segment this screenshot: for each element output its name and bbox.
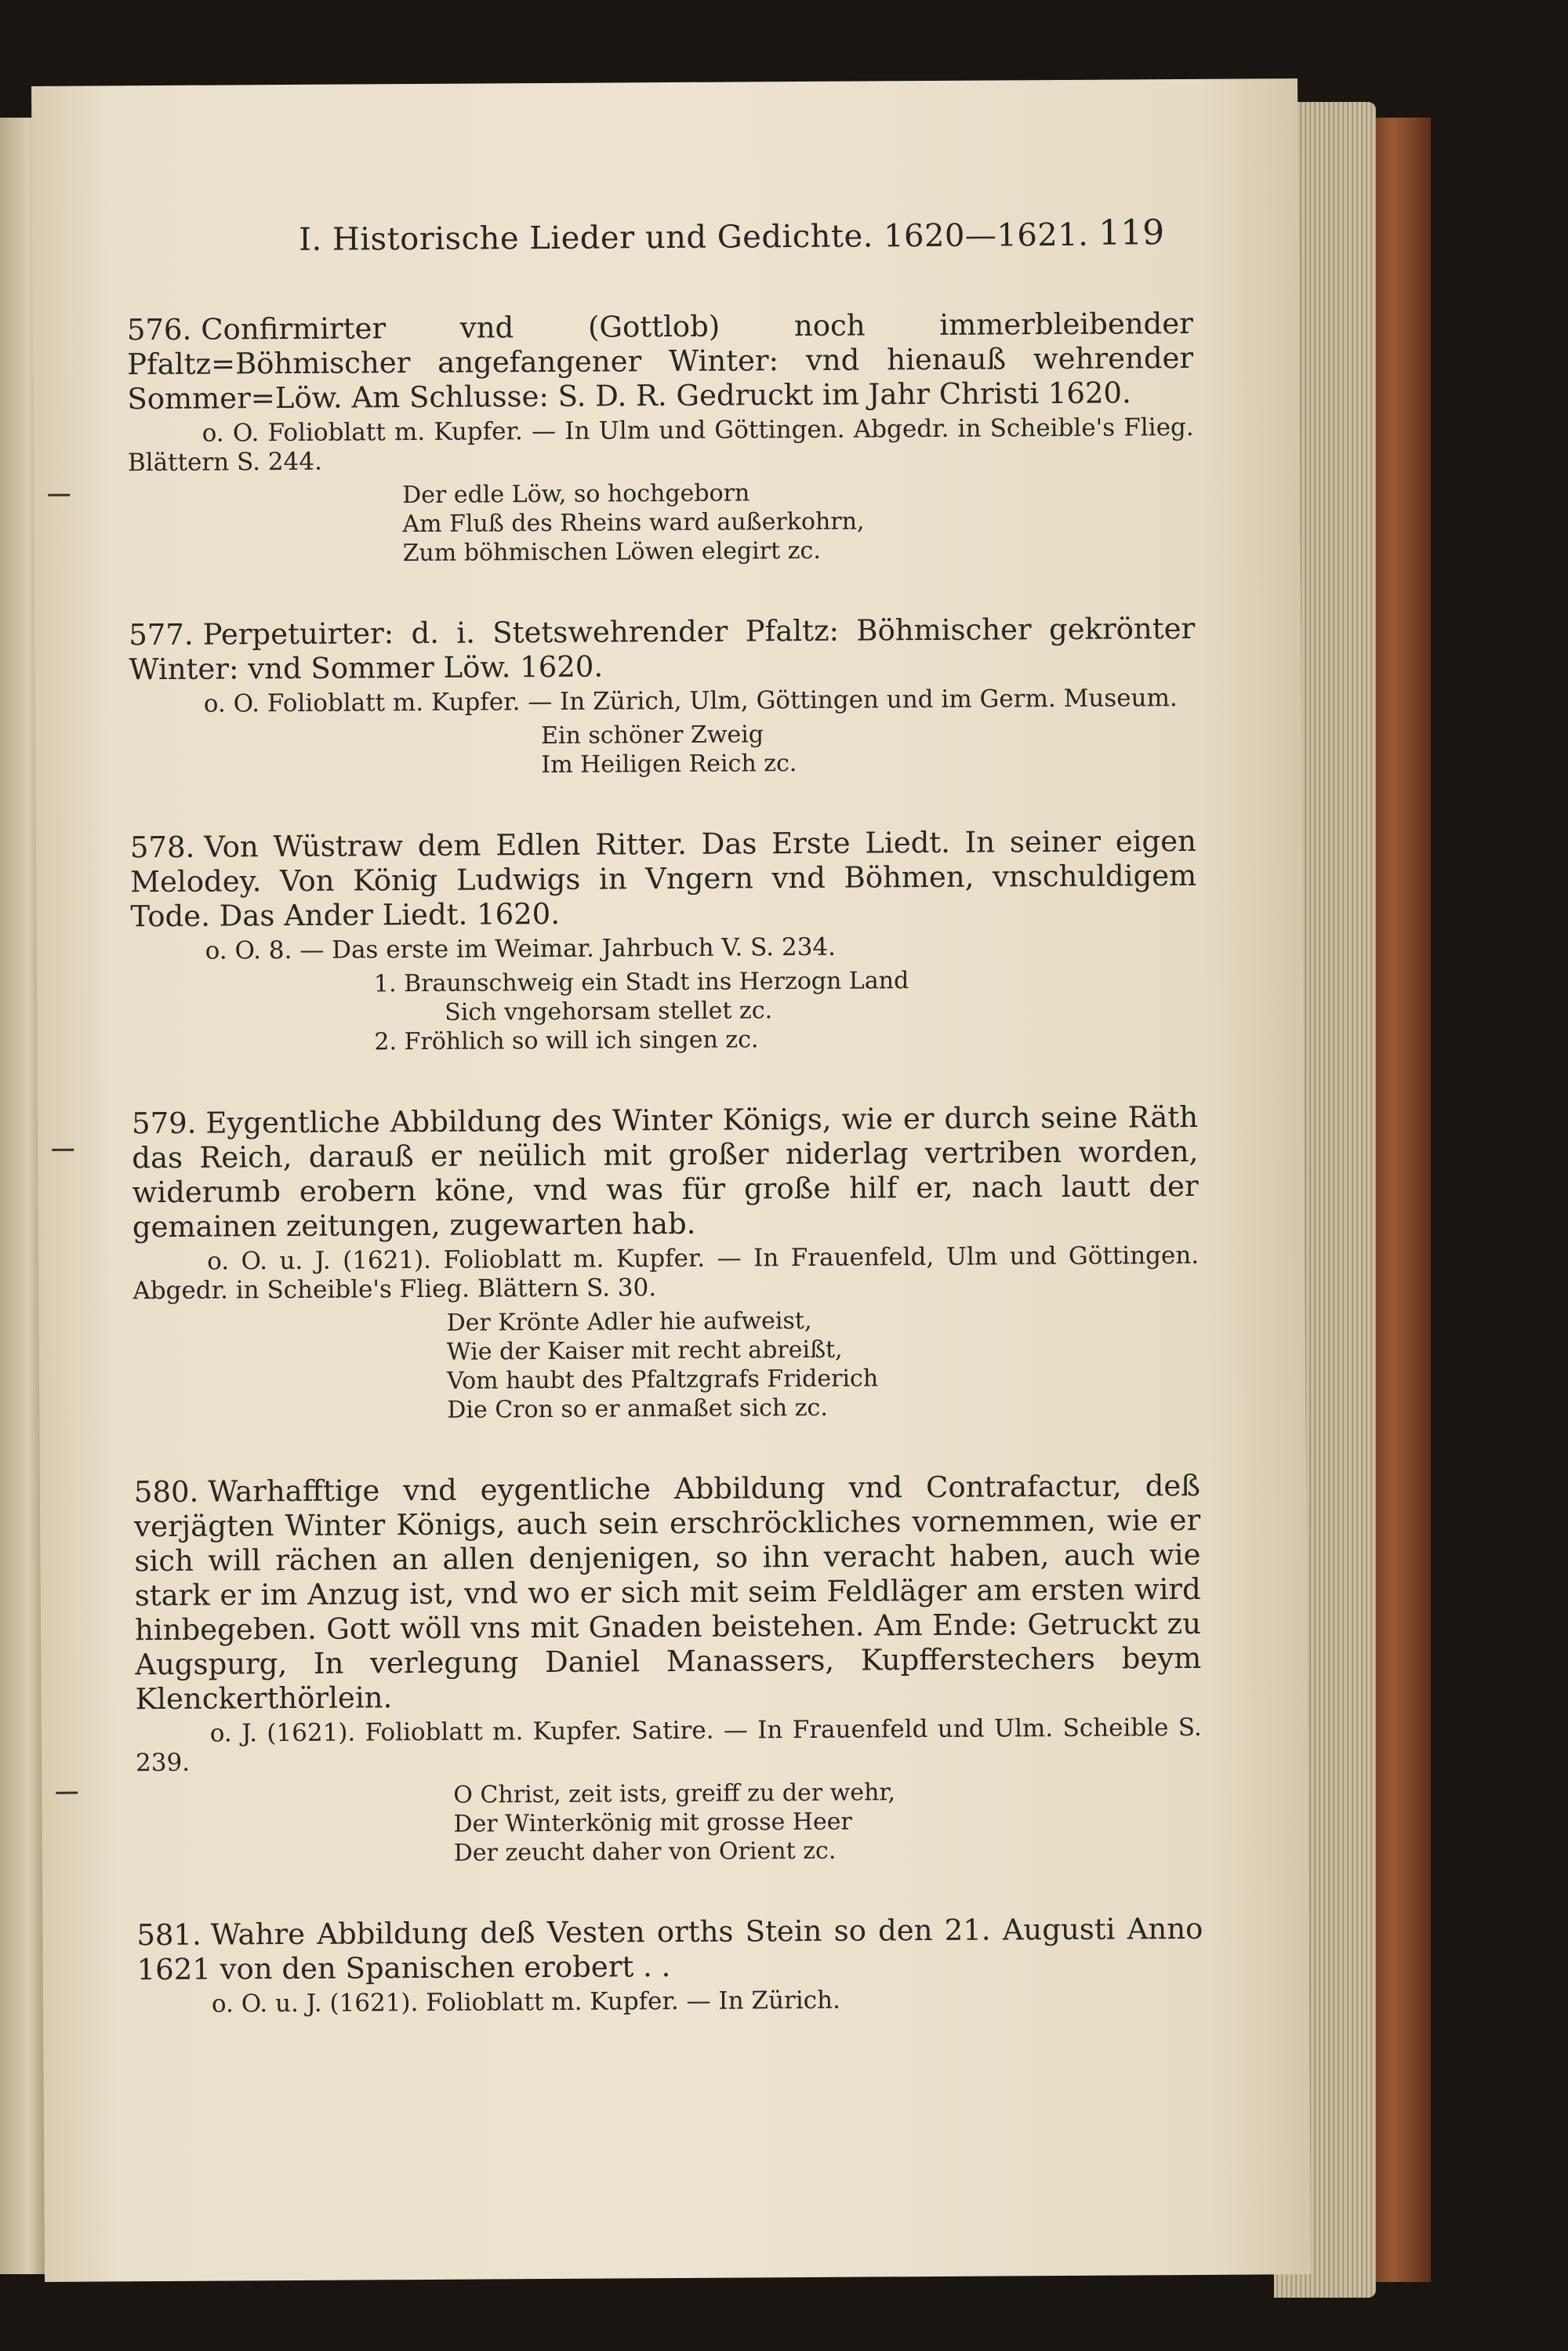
entry-581 bbox=[136, 1912, 1203, 2019]
verse-line: Ein schöner Zweig bbox=[540, 721, 764, 750]
verse-line: Am Fluß des Rheins ward außerkohrn, bbox=[402, 507, 865, 539]
running-head: I. Historische Lieder und Gedichte. 1620—1621. bbox=[299, 216, 1089, 258]
entries-list bbox=[127, 307, 1204, 2068]
book-cover-edge bbox=[1368, 118, 1431, 2282]
verse-line: Der edle Löw, so hochgeborn bbox=[402, 479, 750, 510]
verse-line: Im Heiligen Reich zc. bbox=[541, 750, 797, 779]
verse-line: Zum böhmischen Löwen elegirt zc. bbox=[402, 536, 821, 568]
entry-title: Perpetuirter: d. i. Stetswehrender Pfaltz: Böhmischer gekrönter Winter: vnd Sommer Löw. 1620. bbox=[129, 611, 1196, 687]
entry-577 bbox=[129, 612, 1196, 782]
verse-line: Vom haubt des Pfaltzgrafs Friderich bbox=[446, 1364, 879, 1395]
page-number: 119 bbox=[1098, 213, 1165, 253]
entry-title: Confirmirter vnd (Gottlob) noch immerbleibender Pfaltz=Böhmischer angefangener Winter: vnd hienauß wehrender Sommer=Löw. Am Schlusse: S. D. R. Gedruckt im Jahr Christi 1620. bbox=[127, 306, 1194, 416]
margin-mark bbox=[48, 494, 70, 496]
entry-number: 577. bbox=[129, 617, 194, 652]
verse-line: 1. Braunschweig ein Stadt ins Herzogn Land bbox=[373, 967, 909, 998]
entry-bibliographic-note: o. O. u. J. (1621). Folioblatt m. Kupfer. — In Zürich. bbox=[211, 1986, 841, 2019]
entry-579 bbox=[132, 1100, 1200, 1426]
entry-bibliographic-note: o. O. Folioblatt m. Kupfer. — In Ulm und Göttingen. Abgedr. in Scheible's Flieg. Blättern S. 244. bbox=[127, 412, 1194, 478]
verse-line: Der Winterkönig mit grosse Heer bbox=[453, 1808, 852, 1838]
verse-line: Die Cron so er anmaßet sich zc. bbox=[447, 1394, 828, 1424]
verse-line: Wie der Kaiser mit recht abreißt, bbox=[446, 1335, 843, 1366]
entry-576 bbox=[127, 307, 1195, 569]
verse-incipit bbox=[131, 965, 1198, 1058]
verse-incipit bbox=[133, 1304, 1200, 1426]
entry-title: Wahre Abbildung deß Vesten orths Stein so den 21. Augusti Anno 1621 von den Spanischen erobert . . bbox=[136, 1911, 1203, 1987]
entry-bibliographic-note: o. O. Folioblatt m. Kupfer. — In Zürich, Ulm, Göttingen und im Germ. Museum. bbox=[203, 684, 1178, 718]
margin-mark bbox=[56, 1792, 78, 1794]
verse-line: Sich vngehorsam stellet zc. bbox=[445, 997, 773, 1027]
entry-number: 581. bbox=[136, 1917, 201, 1953]
entry-580 bbox=[134, 1469, 1203, 1870]
verse-incipit bbox=[136, 1776, 1203, 1870]
entry-title: Eygentliche Abbildung des Winter Königs, wie er durch seine Räth das Reich, darauß er neülich mit großer niderlag vertriben worden, widerumb erobern köne, vnd was für große hilf er, nach lautt der gemainen zeitungen, zugewarten hab. bbox=[132, 1099, 1199, 1245]
entry-title: Warhafftige vnd eygentliche Abbildung vnd Contrafactur, deß verjägten Winter Königs, auch sein erschröckliches vornemmen, wie er sich will rächen an allen denjenigen, so ihn veracht haben, auch wie stark er im Anzug ist, vnd wo er sich mit seim Feldläger am ersten wird hinbegeben. Gott wöll vns mit Gnaden beistehen. Am Ende: Getruckt zu Augspurg, In verlegung Daniel Manassers, Kupfferstechers beym Klenckerthörlein. bbox=[134, 1468, 1202, 1717]
verse-incipit bbox=[129, 718, 1196, 782]
entry-number: 578. bbox=[129, 830, 195, 865]
verse-incipit bbox=[128, 476, 1195, 569]
verse-line: 2. Fröhlich so will ich singen zc. bbox=[374, 1026, 759, 1056]
entry-578 bbox=[130, 824, 1198, 1058]
entry-title: Von Wüstraw dem Edlen Ritter. Das Erste Liedt. In seiner eigen Melodey. Von König Ludwigs in Vngern vnd Böhmen, vnschuldigem Tode. Das Ander Liedt. 1620. bbox=[130, 823, 1197, 934]
verse-line: Der zeucht daher von Orient zc. bbox=[453, 1837, 837, 1867]
entry-number: 580. bbox=[133, 1474, 199, 1510]
entry-bibliographic-note: o. O. u. J. (1621). Folioblatt m. Kupfer. — In Frauenfeld, Ulm und Göttingen. Abgedr. in Scheible's Flieg. Blättern S. 30. bbox=[132, 1241, 1200, 1306]
entry-number: 576. bbox=[126, 312, 192, 347]
entry-bibliographic-note: o. O. 8. — Das erste im Weimar. Jahrbuch V. S. 234. bbox=[205, 932, 837, 965]
verse-line: O Christ, zeit ists, greiff zu der wehr, bbox=[453, 1779, 896, 1809]
entry-bibliographic-note: o. J. (1621). Folioblatt m. Kupfer. Satire. — In Frauenfeld und Ulm. Scheible S. 239. bbox=[135, 1713, 1202, 1778]
margin-mark bbox=[52, 1149, 74, 1151]
verse-line: Der Krönte Adler hie aufweist, bbox=[446, 1306, 812, 1337]
entry-number: 579. bbox=[131, 1106, 197, 1141]
book-page bbox=[31, 78, 1311, 2282]
